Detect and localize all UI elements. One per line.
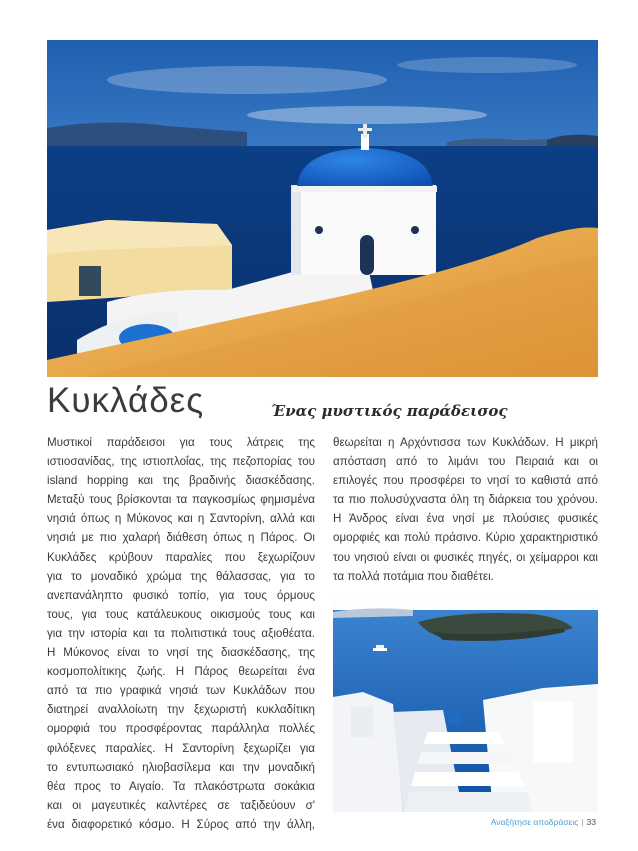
body-line: νησιά με πιο χαλαρή διάθεση όπως η Πάρος. Οι (47, 531, 315, 545)
body-line: νησιά όπως η Μύκονος και η Σαντορίνη, αλλά και (47, 512, 315, 526)
page-number: 33 (586, 817, 596, 827)
body-line: ομορφιά του προσφέροντας παράλληλα πολλές (47, 722, 315, 736)
body-line: θέα προς το Αιγαίο. Τα πλακόστρωτα σοκάκια (47, 779, 315, 793)
body-line: θεωρείται η Αρχόντισσα των Κυκλάδων. Η μικρή (333, 436, 598, 449)
body-line: ιστιοσανίδας, της ιστιοπλοΐας, της πεζοπορίας του (47, 455, 315, 469)
hero-photo-santorini-dome (47, 40, 598, 377)
body-line: κοσμοπολίτικης ζωής. Η Πάρος θεωρείται ένα (47, 665, 315, 679)
body-line: φιλόξενες παραλίες. Η Σαντορίνη ξεχωρίζει για (47, 741, 315, 755)
body-line: Η Μύκονος είναι το νησί της διασκέδασης, της (47, 646, 315, 660)
article-subtitle: Ένας μυστικός παράδεισος (271, 402, 508, 420)
body-line: ένα διαφορετικό κόσμο. Η Σύρος από την άλλη, (47, 817, 315, 831)
body-line: island hopping και της βραδινής διασκέδασης. (47, 474, 315, 488)
caldera-steps-photo (333, 592, 598, 812)
body-line: τα πολλά ποτάμια που διαθέτει. (333, 569, 494, 583)
body-line: επιλογές που προσφέρει το νησί το καθιστά από (333, 474, 598, 488)
body-column-right (333, 433, 598, 586)
body-line: το εντυπωσιακό ηλιοβασίλεμα και την μοναδική (47, 760, 315, 774)
body-line: απόσταση από το λιμάνι του Πειραιά και οι (333, 455, 598, 469)
body-line: για το μοναδικό χρώμα της θάλασσας, για το (47, 569, 315, 583)
body-line: ανεπανάληπτο φυσικό τοπίο, για τους όρμους (47, 588, 315, 602)
footer-section-label: Αναξήτησε αποδράσεις (490, 817, 579, 827)
body-line: Μυστικοί παράδεισοι για τους λάτρεις της (47, 436, 315, 449)
body-line: και οι μαγευτικές καλντέρες σε ταξιδεύουν σ' (47, 798, 315, 812)
body-line: τους, για τους κατάλευκους οικισμούς τους και (47, 607, 315, 621)
article-heading (47, 381, 607, 425)
page-footer (491, 817, 596, 827)
body-line: διατηρεί αναλλοίωτη την ξεχωριστή κυκλαδίτικη (47, 703, 315, 717)
body-line: τα πιο πολυσύχναστα όλη τη διάρκεια του χρόνου. (333, 493, 598, 507)
body-line: Η Άνδρος είναι ένα νησί με πλούσιες φυσικές (333, 512, 598, 526)
body-line: για την ιστορία και τα πολιτιστικά τους αξιοθέατα. (47, 626, 315, 640)
footer-separator: | (581, 817, 584, 827)
body-column-left (47, 433, 315, 834)
article-title: Κυκλάδες (47, 381, 205, 420)
body-line: από τα πιο γραφικά νησιά των Κυκλάδων που (47, 684, 315, 698)
body-line: Κυκλάδες κρύβουν παραλίες που ξεχωρίζουν (47, 550, 315, 564)
body-line: ομορφιές και πολύ πράσινο. Κύριο χαρακτηριστικό (333, 531, 598, 545)
body-line: Μεταξύ τους βρίσκονται τα παγκοσμίως φημισμένα (47, 493, 315, 507)
body-line: του νησιού είναι οι φυσικές πηγές, οι χείμαρροι και (333, 550, 598, 564)
